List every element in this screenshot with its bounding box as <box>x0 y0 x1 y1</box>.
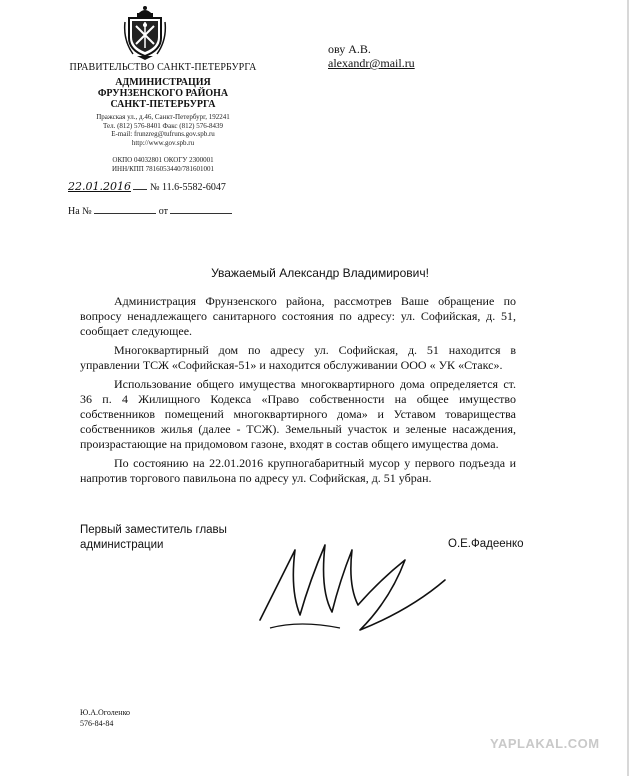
letter-body <box>80 294 516 490</box>
executor-block <box>80 707 130 729</box>
government-name: ПРАВИТЕЛЬСТВО САНКТ-ПЕТЕРБУРГА <box>69 62 257 73</box>
signer-title-line: администрации <box>80 539 164 551</box>
phone-line: Тел. (812) 576-8401 Факс (812) 576-8439 <box>102 121 224 130</box>
recipient-email: alexandr@mail.ru <box>328 56 415 70</box>
website-line: http://www.gov.spb.ru <box>131 138 195 147</box>
administration-name <box>68 77 258 110</box>
paragraph: По состоянию на 22.01.2016 крупногабаритный мусор у первого подъезда и напротив торгового павильона по адресу ул. Софийская, д. 51 убран. <box>80 456 516 485</box>
paragraph: Многоквартирный дом по адресу ул. Софийская, д. 51 находится в управлении ТСЖ «Софийская-51» и находится обслуживании ООО « УК «Стакс». <box>80 343 516 372</box>
handwritten-date: 22.01.2016 <box>68 180 131 193</box>
signer-name: О.Е.Фадеенко <box>448 538 524 550</box>
admin-line: ФРУНЗЕНСКОГО РАЙОНА <box>97 88 229 99</box>
recipient-name: ову А.В. <box>328 42 371 56</box>
address-block <box>68 113 258 147</box>
admin-line: САНКТ-ПЕТЕРБУРГА <box>110 99 216 110</box>
date-underline <box>133 180 147 190</box>
email-line: E-mail: frunzreg@tufruns.gov.spb.ru <box>111 130 215 138</box>
reference-prefix: На № <box>68 206 92 217</box>
executor-name: Ю.А.Оголенко <box>80 708 131 717</box>
coat-of-arms-icon <box>123 4 167 60</box>
executor-phone: 576-84-84 <box>80 719 114 728</box>
paragraph: Использование общего имущества многоквартирного дома определяется ст. 36 п. 4 Жилищного Кодекса «Право собственности на общее имущество собственников помещений многоквартирного дома» и Уставом товарищества собственников жилья (далее - ТСЖ). Земельный участок и зеленые насаждения, произрастающие на придомовом газоне, входят в состав общего имущества дома. <box>80 377 516 451</box>
registration-codes <box>68 156 258 173</box>
okpo-line: ОКПО 04032801 ОКОГУ 2300001 <box>112 156 214 164</box>
scan-edge-shadow <box>627 0 629 776</box>
salutation: Уважаемый Александр Владимирович! <box>211 266 429 280</box>
reference-number-blank <box>94 204 156 214</box>
document-number: 11.6-5582-6047 <box>162 182 226 193</box>
inn-line: ИНН/КПП 7816053440/781601001 <box>111 164 215 173</box>
paragraph: Администрация Фрунзенского района, рассмотрев Ваше обращение по вопросу ненадлежащего санитарного состояния по адресу: ул. Софийская, д. 51, сообщает следующее. <box>80 294 516 338</box>
handwritten-signature <box>240 520 460 640</box>
number-sign: № <box>149 182 160 193</box>
reference-from: от <box>158 206 168 217</box>
admin-line: АДМИНИСТРАЦИЯ <box>115 77 211 88</box>
reference-date-blank <box>170 204 232 214</box>
signer-title-line: Первый заместитель главы <box>80 524 227 536</box>
address-line: Пражская ул., д.46, Санкт-Петербург, 192241 <box>96 113 230 121</box>
reference-line <box>68 204 288 217</box>
recipient-block <box>328 42 415 70</box>
date-number-line <box>68 180 278 193</box>
watermark: YAPLAKAL.COM <box>490 736 600 751</box>
